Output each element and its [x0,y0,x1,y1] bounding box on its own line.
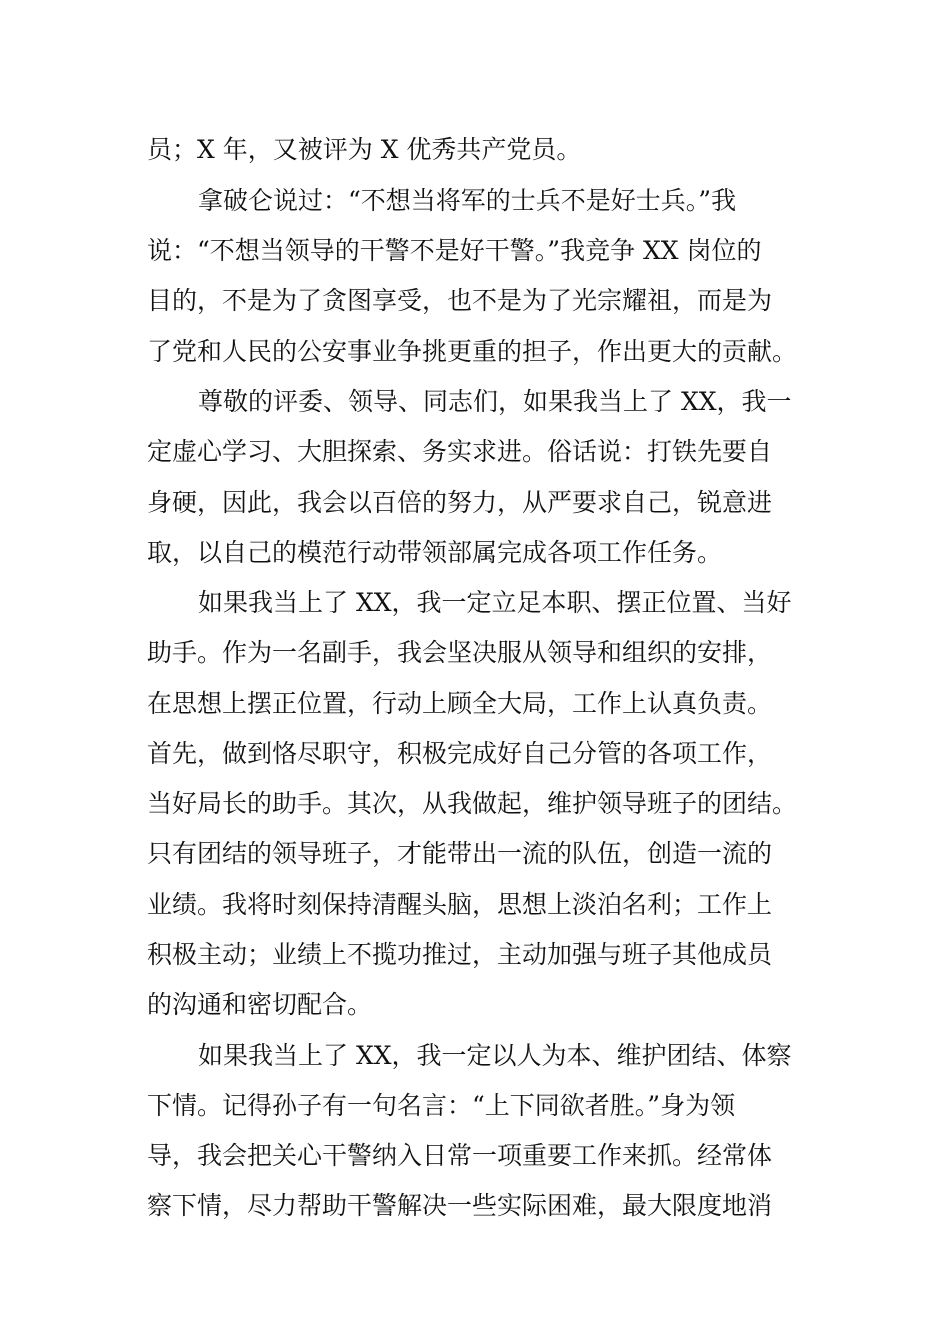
text-line: 身硬，因此，我会以百倍的努力，从严要求自己，锐意进 [147,488,773,517]
text-line: 拿破仑说过：“不想当将军的士兵不是好士兵。”我 [198,186,737,215]
text-line: 员；X 年，又被评为 X 优秀共产党员。 [147,135,582,164]
text-line: 首先，做到恪尽职守，积极完成好自己分管的各项工作， [147,739,773,768]
text-line: 只有团结的领导班子，才能带出一流的队伍，创造一流的 [147,839,773,868]
text-line: 的沟通和密切配合。 [147,990,373,1019]
text-line: 说：“不想当领导的干警不是好干警。”我竞争 XX 岗位的 [147,236,762,265]
text-line: 下情。记得孙子有一句名言：“上下同欲者胜。”身为领 [147,1091,736,1120]
text-line: 取，以自己的模范行动带领部属完成各项工作任务。 [147,538,723,567]
text-line: 业绩。我将时刻保持清醒头脑，思想上淡泊名利；工作上 [147,890,773,919]
text-line: 了党和人民的公安事业争挑更重的担子，作出更大的贡献。 [147,337,798,366]
text-line: 目的，不是为了贪图享受，也不是为了光宗耀祖，而是为 [147,286,773,315]
text-line: 尊敬的评委、领导、同志们，如果我当上了 XX，我一 [198,387,792,416]
text-line: 如果我当上了 XX，我一定立足本职、摆正位置、当好 [198,588,792,617]
text-line: 在思想上摆正位置，行动上顾全大局，工作上认真负责。 [147,689,773,718]
text-line: 积极主动；业绩上不揽功推过，主动加强与班子其他成员 [147,940,773,969]
text-line: 定虚心学习、大胆探索、务实求进。俗话说：打铁先要自 [147,437,773,466]
text-line: 当好局长的助手。其次，从我做起，维护领导班子的团结。 [147,789,798,818]
text-line: 导，我会把关心干警纳入日常一项重要工作来抓。经常体 [147,1141,773,1170]
text-line: 助手。作为一名副手，我会坚决服从领导和组织的安排， [147,638,773,667]
text-line: 如果我当上了 XX，我一定以人为本、维护团结、体察 [198,1041,792,1070]
text-line: 察下情，尽力帮助干警解决一些实际困难，最大限度地消 [147,1191,773,1220]
